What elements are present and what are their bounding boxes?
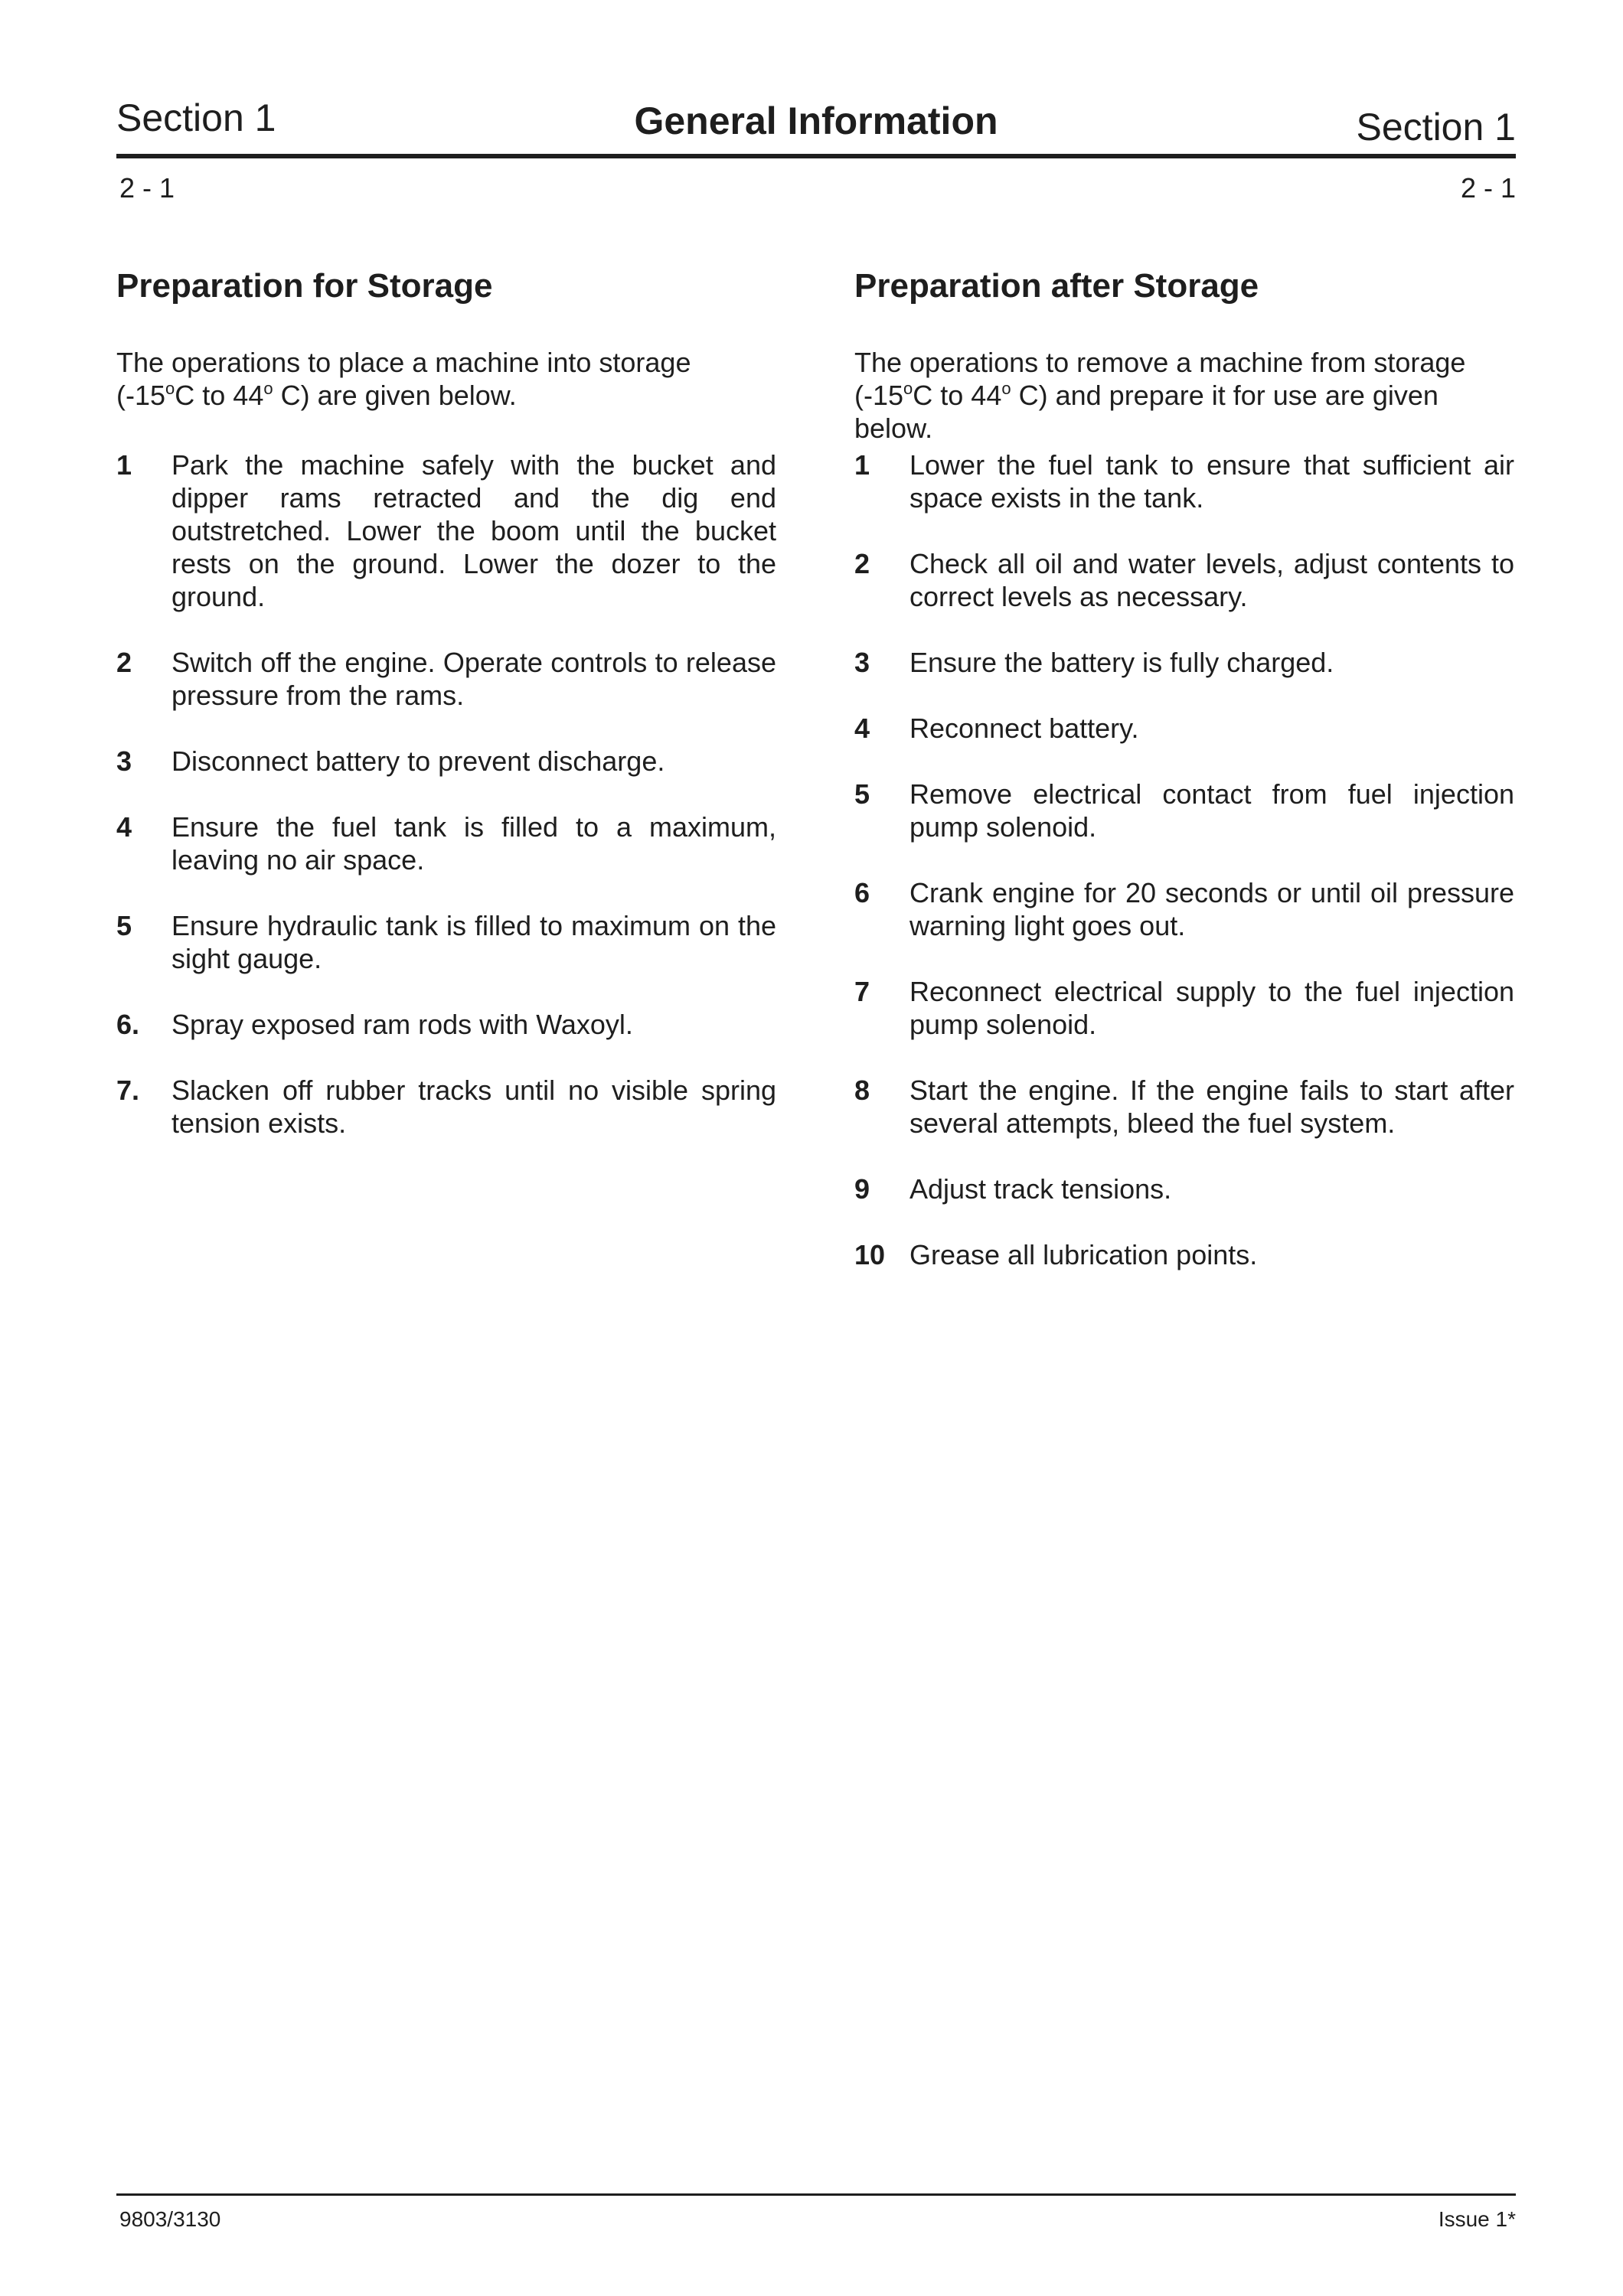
- list-item: [854, 1238, 1514, 1271]
- list-item: [854, 1074, 1514, 1140]
- list-item: [854, 712, 1514, 745]
- step-text: Park the machine safely with the bucket and dipper rams retracted and the dig end outstretched. Lower the boom until the bucket rests on the ground. Lower the dozer to the ground.: [171, 449, 776, 612]
- document-number: 9803/3130: [119, 2207, 221, 2231]
- step-text: Reconnect electrical supply to the fuel injection pump solenoid.: [909, 976, 1514, 1040]
- list-item: [854, 876, 1514, 942]
- step-text: Grease all lubrication points.: [909, 1239, 1258, 1270]
- step-number: 8: [854, 1075, 870, 1106]
- list-item: [854, 975, 1514, 1041]
- step-number: 1: [116, 449, 132, 481]
- step-text: Disconnect battery to prevent discharge.: [171, 745, 665, 777]
- step-number: 6: [854, 877, 870, 908]
- list-item: [854, 646, 1514, 679]
- page-number-left: 2 - 1: [119, 172, 175, 204]
- list-item: [854, 778, 1514, 843]
- step-number: 7.: [116, 1075, 140, 1106]
- step-text: Start the engine. If the engine fails to start after several attempts, bleed the fuel system.: [909, 1075, 1514, 1139]
- page-number-right: 2 - 1: [1460, 172, 1516, 204]
- after-storage-heading: Preparation after Storage: [854, 267, 1259, 305]
- step-number: 5: [854, 778, 870, 810]
- step-text: Switch off the engine. Operate controls to release pressure from the rams.: [171, 647, 776, 711]
- after-storage-intro: The operations to remove a machine from storage (-15$^o$C to 44$^o$ C) and prepare it for use are given below.: [854, 347, 1466, 444]
- section-label-left: Section 1: [116, 96, 276, 139]
- page-header: [116, 96, 1516, 158]
- step-text: Remove electrical contact from fuel injection pump solenoid.: [909, 778, 1514, 843]
- step-text: Ensure hydraulic tank is filled to maximum on the sight gauge.: [171, 910, 776, 974]
- storage-column: [116, 266, 776, 1139]
- step-text: Check all oil and water levels, adjust contents to correct levels as necessary.: [909, 548, 1514, 612]
- footer-divider: [116, 2193, 1516, 2196]
- issue-number: Issue 1*: [1438, 2207, 1516, 2231]
- after-storage-column: [854, 266, 1514, 1270]
- list-item: [116, 1074, 776, 1140]
- step-number: 6.: [116, 1009, 140, 1040]
- list-item: [854, 547, 1514, 613]
- step-number: 4: [854, 713, 870, 744]
- step-number: 3: [116, 745, 132, 777]
- step-number: 7: [854, 976, 870, 1007]
- step-number: 9: [854, 1173, 870, 1205]
- step-text: Slacken off rubber tracks until no visible spring tension exists.: [171, 1075, 776, 1139]
- step-number: 2: [116, 647, 132, 678]
- storage-steps-list: [116, 448, 776, 1172]
- step-text: Reconnect battery.: [909, 713, 1139, 744]
- step-text: Crank engine for 20 seconds or until oil pressure warning light goes out.: [909, 877, 1514, 941]
- storage-intro: The operations to place a machine into storage (-15$^o$C to 44$^o$ C) are given below.: [116, 347, 691, 411]
- list-item: [116, 810, 776, 876]
- step-text: Ensure the battery is fully charged.: [909, 647, 1334, 678]
- step-number: 2: [854, 548, 870, 579]
- step-number: 4: [116, 811, 132, 843]
- step-number: 1: [854, 449, 870, 481]
- list-item: [116, 1008, 776, 1041]
- list-item: [116, 745, 776, 778]
- list-item: [854, 448, 1514, 514]
- storage-heading: Preparation for Storage: [116, 267, 493, 305]
- section-label-right: Section 1: [1356, 106, 1516, 148]
- step-text: Adjust track tensions.: [909, 1173, 1172, 1205]
- step-text: Lower the fuel tank to ensure that sufficient air space exists in the tank.: [909, 449, 1514, 514]
- list-item: [116, 909, 776, 975]
- page-title: General Information: [634, 99, 998, 142]
- step-number: 10: [854, 1239, 886, 1270]
- list-item: [116, 646, 776, 712]
- step-number: 5: [116, 910, 132, 941]
- list-item: [854, 1172, 1514, 1205]
- list-item: [116, 448, 776, 613]
- step-text: Spray exposed ram rods with Waxoyl.: [171, 1009, 633, 1040]
- step-number: 3: [854, 647, 870, 678]
- after-storage-steps-list: [854, 448, 1514, 1304]
- step-text: Ensure the fuel tank is filled to a maximum, leaving no air space.: [171, 811, 776, 876]
